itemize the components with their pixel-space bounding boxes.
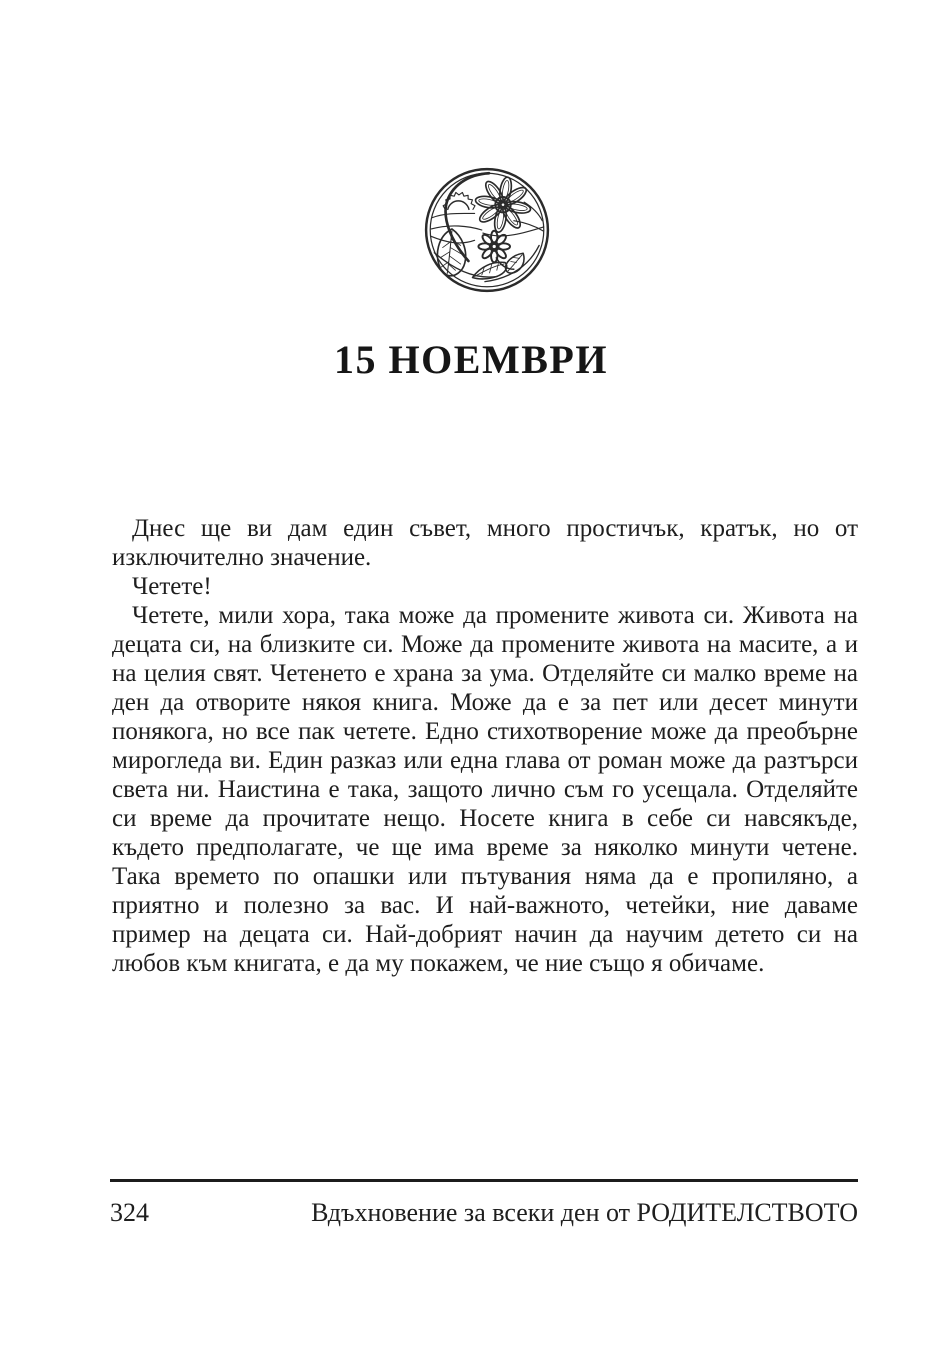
chapter-title: 15 НОЕМВРИ — [334, 337, 608, 382]
paragraph: Четете! — [132, 573, 212, 600]
sun-flowers-leaves-icon — [423, 166, 551, 294]
chapter-emblem — [423, 166, 551, 294]
paragraph: Четете, мили хора, така може да промените живота си. Живота на децата си, на близките си. Може да промените живота на масите, а и на целия свят. Четенето е храна за ума. Отделяйте си малко време на ден да отворите някоя книга. Може да е за пет или десет минути понякога, но все пак четете. Едно стихотворение може да преобърне мирогледа ви. Един разказ или една глава от роман може да разтърси света ни. Наистина е така, защото лично съм го усещала. Отделяйте си време да прочитате нещо. Носете книга в себе си навсякъде, където предполагате, че ще има време за няколко минути четене. Така времето по опашки или пътувания няма да е пропиляно, а приятно и полезно за вас. И най-важното, четейки, ние даваме пример на децата си. Най-добрият начин да научим детето си на любов към книгата, е да му покажем, че ние също я обичаме. — [112, 602, 858, 977]
body-text — [112, 514, 858, 978]
running-title: Вдъхновение за всеки ден от РОДИТЕЛСТВОТО — [311, 1198, 858, 1227]
page-number: 324 — [110, 1198, 149, 1227]
footer-divider — [110, 1179, 858, 1182]
page-footer — [110, 1198, 858, 1228]
paragraph: Днес ще ви дам един съвет, много простичък, кратък, но от изключително значение. — [112, 515, 858, 571]
